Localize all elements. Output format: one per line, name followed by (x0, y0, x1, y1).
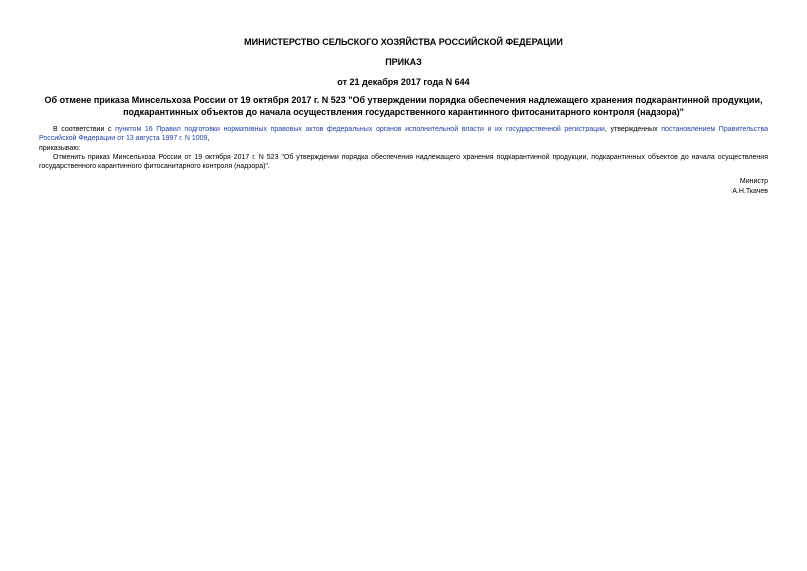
document-type-heading: ПРИКАЗ (385, 57, 422, 67)
signature-block (39, 177, 768, 196)
document-title-line-1: Об отмене приказа Минсельхоза России от 19 октября 2017 г. N 523 "Об утверждении порядка обеспечения надлежащего хранения подкарантинной продукции, (44, 95, 763, 105)
paragraph-basis-text-c: , (207, 135, 210, 143)
paragraph-cancel: Отменить приказ Минсельхоза России от 19 октября 2017 г. N 523 "Об утверждении порядка обеспечения надлежащего хранения подкарантинной продукции, подкарантинных объектов до начала осуществления государственного карантинного фитосанитарного контроля (надзора)". (39, 153, 768, 171)
signature-name: А.Н.Ткачев (732, 187, 768, 195)
paragraph-basis-text-b: , утвержденных (604, 126, 662, 133)
signature-position: Министр (739, 178, 768, 186)
document-title-line-2: подкарантинных объектов до начала осуществления государственного карантинного фитосанитарного контроля (надзора)" (123, 106, 684, 117)
paragraph-order-word: приказываю: (39, 144, 81, 152)
rules-point-16-link[interactable]: пунктом 16 Правил подготовки нормативных правовых актов федеральных органов исполнительной власти и их государственной регистрации (115, 126, 605, 133)
document-title (39, 95, 768, 118)
government-resolution-link[interactable]: постановлением Правительства Российской Федерации от 13 августа 1997 г. N 1009 (39, 126, 769, 143)
document-date-heading: от 21 декабря 2017 года N 644 (337, 77, 470, 87)
paragraph-basis-text-a: В соответствии с (53, 126, 116, 133)
paragraph-basis (39, 125, 768, 144)
document-body (39, 125, 768, 196)
ministry-heading: МИНИСТЕРСТВО СЕЛЬСКОГО ХОЗЯЙСТВА РОССИЙСКОЙ ФЕДЕРАЦИИ (244, 37, 563, 47)
